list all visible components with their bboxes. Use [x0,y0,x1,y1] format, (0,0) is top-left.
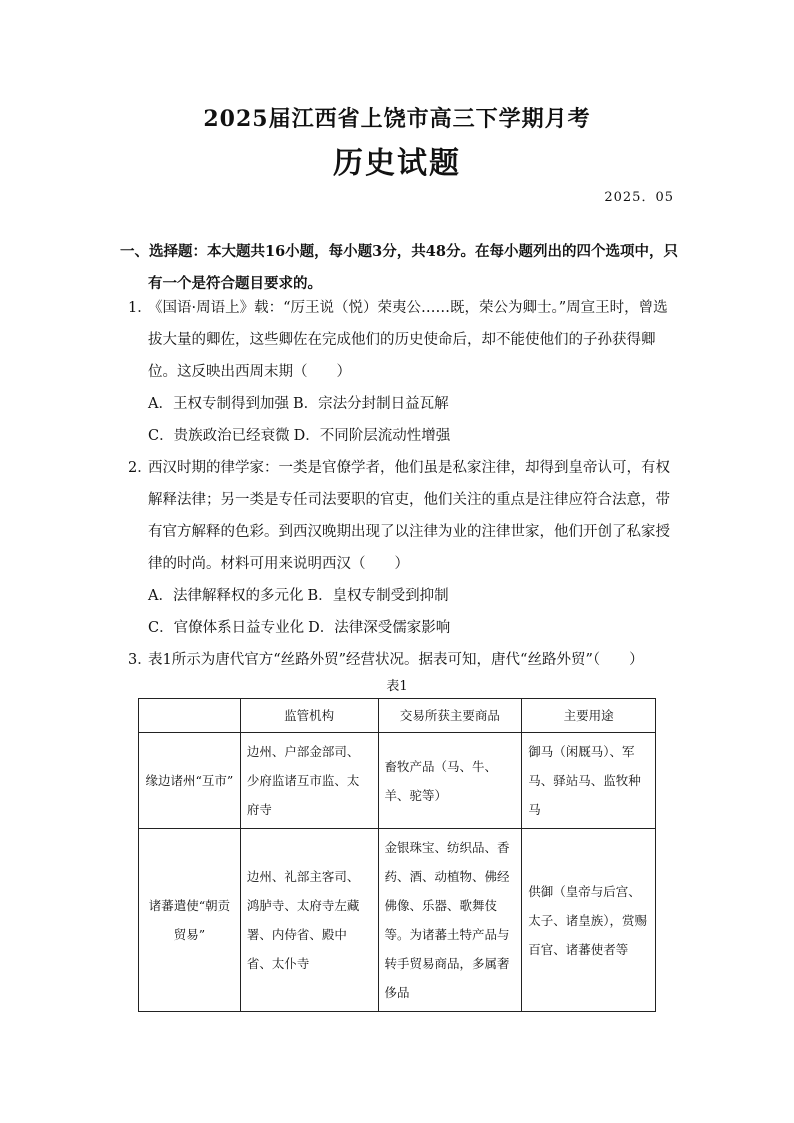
exam-title: 2025届江西省上饶市高三下学期月考 [203,106,591,132]
table-header-cell: 主要用途 [522,699,656,733]
table-caption: 表1 [386,679,408,694]
question-1 [128,292,680,388]
table-header-cell: 交易所获主要商品 [378,699,522,733]
option-a: A．王权专制得到加强 [148,396,289,412]
table-cell: 边州、礼部主客司、鸿胪寺、太府寺左藏署、内侍省、殿中省、太仆寺 [240,829,378,1012]
question-number: 3． [128,652,152,668]
question-number: 2． [128,460,152,476]
table-row [139,733,656,829]
section-heading [120,236,680,300]
table-header-cell [139,699,241,733]
question-stem: 西汉时期的律学家：一类是官僚学者，他们虽是私家注律，却得到皇帝认可，有权解释法律；另一类是专任司法要职的官吏，他们关注的重点是注律应符合法意，带有官方解释的色彩。到西汉晚期出现了以注律为业的注律世家，他们开创了私家授律的时尚。材料可用来说明西汉（ ） [148,460,670,572]
question-2 [128,452,680,580]
question-2-options-row1 [148,580,449,612]
table-header-cell: 监管机构 [240,699,378,733]
option-a: A．法律解释权的多元化 [148,588,304,604]
question-1-options-row2 [148,420,450,452]
option-b: B．宗法分封制日益瓦解 [292,396,449,412]
question-1-options-row1 [148,388,449,420]
table-cell: 供御（皇帝与后宫、太子、诸皇族），赏赐百官、诸蕃使者等 [522,829,656,1012]
option-d: D．法律深受儒家影响 [308,620,451,636]
question-3 [128,644,680,676]
section-heading-line2: 有一个是符合题目要求的。 [148,275,322,292]
trade-table [138,698,656,1012]
exam-subject: 历史试题 [333,146,461,181]
table-cell: 畜牧产品（马、牛、羊、驼等） [378,733,522,829]
exam-date: 2025．05 [604,190,674,205]
option-c: C．贵族政治已经衰微 [148,428,290,444]
option-b: B．皇权专制受到抑制 [307,588,449,604]
table-cell: 御马（闲厩马）、军马、驿站马、监牧种马 [522,733,656,829]
option-c: C．官僚体系日益专业化 [148,620,305,636]
section-heading-line1: 一、选择题：本大题共16小题，每小题3分，共48分。在每小题列出的四个选项中，只 [120,243,678,260]
question-number: 1． [128,300,152,316]
table-cell: 缘边诸州“互市” [139,733,241,829]
table-cell: 金银珠宝、纺织品、香药、酒、动植物、佛经佛像、乐器、歌舞伎等。为诸蕃土特产品与转手贸易商品，多属奢侈品 [378,829,522,1012]
table-cell: 边州、户部金部司、少府监诸互市监、太府寺 [240,733,378,829]
table-header-row [139,699,656,733]
question-stem: 《国语·周语上》载：“厉王说（悦）荣夷公……既，荣公为卿士。”周宣王时，曾选拔大量的卿佐，这些卿佐在完成他们的历史使命后，却不能使他们的子孙获得卿位。这反映出西周末期（ ） [148,300,668,380]
option-d: D．不同阶层流动性增强 [293,428,451,444]
question-2-options-row2 [148,612,450,644]
question-stem: 表1所示为唐代官方“丝路外贸”经营状况。据表可知，唐代“丝路外贸”（ ） [148,652,644,668]
table-row [139,829,656,1012]
table-cell: 诸蕃遣使“朝贡贸易” [139,829,241,1012]
